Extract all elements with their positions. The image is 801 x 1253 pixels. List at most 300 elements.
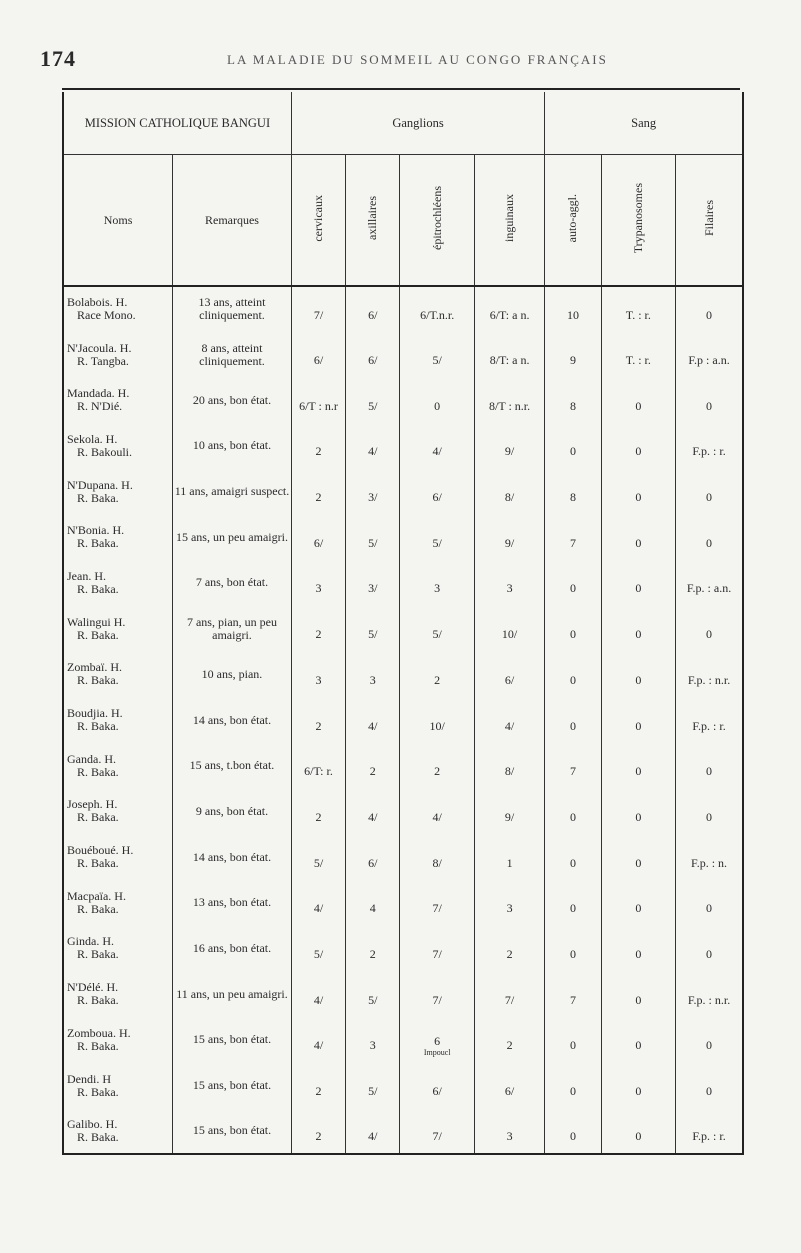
- cell-trypanosomes-value: 0: [635, 581, 642, 596]
- cell-auto-aggl-value: 0: [569, 809, 576, 824]
- col-header-filaires: [676, 155, 742, 287]
- cell-epitrochleens: [400, 423, 474, 469]
- col-header-auto-aggl: [545, 155, 601, 287]
- cell-auto-aggl: [545, 286, 601, 332]
- table-row: [64, 423, 742, 469]
- cell-axillaires: [346, 469, 400, 515]
- cell-trypanosomes-value: 0: [635, 444, 642, 459]
- patient-name: Jean. H.: [67, 568, 106, 583]
- cell-cervicaux-value: 6/T: r.: [304, 764, 333, 779]
- header-sang: Sang: [545, 92, 742, 155]
- cell-inguinaux: [474, 514, 544, 560]
- cell-axillaires: [346, 423, 400, 469]
- col-label-epitrochleens: épitrochléens: [429, 186, 444, 250]
- cell-epitrochleens: [400, 514, 474, 560]
- cell-inguinaux: [474, 1063, 544, 1109]
- cell-inguinaux: [474, 697, 544, 743]
- cell-axillaires: [346, 606, 400, 652]
- patient-race: R. Baka.: [77, 581, 119, 596]
- cell-remarques: 7 ans, bon état.: [173, 560, 292, 606]
- table-row: [64, 1063, 742, 1109]
- cell-name: [64, 332, 173, 378]
- patient-name: Bouéboué. H.: [67, 843, 134, 858]
- cell-trypanosomes-value: T. : r.: [625, 307, 651, 322]
- table-body: [64, 286, 742, 1154]
- cell-filaires-value: 0: [706, 946, 713, 961]
- patient-name: Macpaïa. H.: [67, 888, 126, 903]
- table-row: [64, 332, 742, 378]
- cell-axillaires: [346, 834, 400, 880]
- cell-name: [64, 560, 173, 606]
- cell-trypanosomes: [601, 606, 675, 652]
- patient-race: R. Baka.: [77, 764, 119, 779]
- table-row: [64, 971, 742, 1017]
- patient-race: R. N'Dié.: [77, 399, 123, 414]
- patient-name: N'Délé. H.: [67, 980, 119, 995]
- cell-inguinaux: [474, 1108, 544, 1154]
- cell-filaires: [676, 834, 742, 880]
- cell-epitrochleens-value: 7/: [432, 992, 442, 1007]
- col-header-axillaires: [346, 155, 400, 287]
- cell-auto-aggl: [545, 469, 601, 515]
- cell-remarques: 15 ans, t.bon état.: [173, 743, 292, 789]
- cell-cervicaux-value: 2: [315, 718, 322, 733]
- cell-epitrochleens: [400, 469, 474, 515]
- cell-inguinaux: [474, 606, 544, 652]
- cell-remarques: 20 ans, bon état.: [173, 377, 292, 423]
- cell-filaires-value: 0: [706, 1038, 713, 1053]
- cell-trypanosomes-value: 0: [635, 901, 642, 916]
- cell-cervicaux: [291, 1063, 345, 1109]
- patient-race: R. Baka.: [77, 719, 119, 734]
- cell-trypanosomes: [601, 560, 675, 606]
- cell-epitrochleens-value: 7/: [432, 1129, 442, 1144]
- cell-epitrochleens: [400, 377, 474, 423]
- cell-cervicaux: [291, 697, 345, 743]
- table-row: [64, 377, 742, 423]
- cell-filaires-value: F.p. : r.: [692, 444, 726, 459]
- cell-axillaires: [346, 377, 400, 423]
- cell-cervicaux-value: 6/: [313, 353, 324, 368]
- cell-cervicaux: [291, 332, 345, 378]
- cell-filaires-value: F.p : a.n.: [688, 353, 730, 368]
- cell-remarques: 15 ans, bon état.: [173, 1017, 292, 1063]
- cell-cervicaux-value: 2: [315, 444, 322, 459]
- cell-auto-aggl: [545, 652, 601, 698]
- cell-cervicaux: [291, 377, 345, 423]
- cell-auto-aggl-value: 10: [566, 307, 579, 322]
- cell-cervicaux-value: 5/: [313, 946, 324, 961]
- cell-epitrochleens-value: 4/: [432, 444, 442, 459]
- cell-trypanosomes: [601, 834, 675, 880]
- patient-race: R. Baka.: [77, 810, 119, 825]
- cell-trypanosomes-value: T. : r.: [625, 353, 651, 368]
- cell-name: [64, 971, 173, 1017]
- cell-cervicaux: [291, 1108, 345, 1154]
- cell-filaires-value: 0: [706, 307, 713, 322]
- cell-auto-aggl: [545, 377, 601, 423]
- cell-auto-aggl-value: 7: [569, 992, 576, 1007]
- cell-inguinaux-value: 8/T: a n.: [489, 353, 530, 368]
- cell-auto-aggl-value: 9: [569, 353, 576, 368]
- cell-trypanosomes-value: 0: [635, 946, 642, 961]
- cell-filaires: [676, 606, 742, 652]
- patient-race: R. Baka.: [77, 1038, 119, 1053]
- table-row: [64, 469, 742, 515]
- cell-axillaires-value: 3: [369, 1038, 376, 1053]
- patient-name: Dendi. H: [67, 1071, 111, 1086]
- cell-epitrochleens: [400, 332, 474, 378]
- cell-epitrochleens-value: 4/: [432, 809, 442, 824]
- cell-filaires-value: 0: [706, 535, 713, 550]
- cell-name: [64, 423, 173, 469]
- cell-epitrochleens-value: 2: [434, 764, 441, 779]
- cell-name: [64, 834, 173, 880]
- cell-epitrochleens: [400, 606, 474, 652]
- cell-axillaires-value: 2: [369, 946, 376, 961]
- cell-filaires-value: 0: [706, 764, 713, 779]
- cell-axillaires: [346, 514, 400, 560]
- cell-cervicaux-value: 7/: [313, 307, 324, 322]
- cell-epitrochleens: [400, 697, 474, 743]
- cell-auto-aggl-value: 7: [569, 535, 576, 550]
- cell-remarques: 11 ans, amaigri suspect.: [173, 469, 292, 515]
- patient-name: N'Jacoula. H.: [67, 340, 132, 355]
- patient-name: N'Bonia. H.: [67, 523, 125, 538]
- cell-cervicaux-value: 3: [315, 672, 322, 687]
- cell-inguinaux: [474, 880, 544, 926]
- cell-filaires-value: 0: [706, 809, 713, 824]
- cell-cervicaux: [291, 286, 345, 332]
- patient-name: Ginda. H.: [67, 934, 114, 949]
- patient-race: Race Mono.: [77, 308, 136, 323]
- col-header-epitrochleens: [400, 155, 474, 287]
- cell-axillaires-value: 2: [369, 764, 376, 779]
- cell-epitrochleens-value: 7/: [432, 901, 442, 916]
- cell-trypanosomes: [601, 377, 675, 423]
- cell-epitrochleens: [400, 1017, 474, 1063]
- patient-race: R. Tangba.: [77, 353, 129, 368]
- cell-axillaires-value: 4: [369, 901, 376, 916]
- cell-inguinaux-value: 3: [506, 901, 513, 916]
- cell-auto-aggl: [545, 1017, 601, 1063]
- cell-filaires: [676, 377, 742, 423]
- cell-inguinaux-value: 8/: [504, 764, 515, 779]
- cell-remarques: 15 ans, un peu amaigri.: [173, 514, 292, 560]
- cell-cervicaux: [291, 423, 345, 469]
- cell-name: [64, 926, 173, 972]
- cell-auto-aggl: [545, 697, 601, 743]
- cell-axillaires: [346, 1063, 400, 1109]
- cell-auto-aggl-value: 0: [569, 672, 576, 687]
- cell-auto-aggl: [545, 560, 601, 606]
- cell-epitrochleens-value: 10/: [429, 718, 445, 733]
- table-row: [64, 697, 742, 743]
- table-row: [64, 652, 742, 698]
- cell-filaires-value: 0: [706, 490, 713, 505]
- cell-axillaires: [346, 1108, 400, 1154]
- cell-axillaires-value: 6/: [368, 353, 378, 368]
- cell-remarques: 16 ans, bon état.: [173, 926, 292, 972]
- cell-auto-aggl: [545, 743, 601, 789]
- cell-axillaires-value: 4/: [368, 444, 378, 459]
- header-mission: MISSION CATHOLIQUE BANGUI: [64, 92, 291, 155]
- table-row: [64, 1017, 742, 1063]
- cell-auto-aggl-value: 0: [569, 855, 576, 870]
- cell-inguinaux-value: 2: [506, 1038, 513, 1053]
- cell-trypanosomes-value: 0: [635, 718, 642, 733]
- patient-race: R. Bakouli.: [77, 444, 133, 459]
- cell-trypanosomes: [601, 1108, 675, 1154]
- cell-auto-aggl-value: 7: [569, 764, 576, 779]
- col-label-axillaires: axillaires: [365, 196, 380, 240]
- patient-race: R. Baka.: [77, 536, 119, 551]
- cell-trypanosomes-value: 0: [635, 1038, 642, 1053]
- patient-name: Zomboua. H.: [67, 1025, 131, 1040]
- table-row: [64, 286, 742, 332]
- cell-filaires: [676, 1063, 742, 1109]
- cell-trypanosomes: [601, 743, 675, 789]
- cell-trypanosomes-value: 0: [635, 490, 642, 505]
- cell-filaires-value: F.p. : n.r.: [687, 992, 731, 1007]
- cell-inguinaux-value: 6/: [504, 672, 515, 687]
- cell-cervicaux: [291, 469, 345, 515]
- cell-auto-aggl: [545, 926, 601, 972]
- cell-auto-aggl: [545, 789, 601, 835]
- cell-axillaires: [346, 880, 400, 926]
- cell-axillaires-value: 4/: [368, 1129, 378, 1144]
- cell-axillaires: [346, 332, 400, 378]
- cell-cervicaux-value: 6/: [313, 535, 324, 550]
- cell-axillaires-value: 4/: [368, 809, 378, 824]
- cell-axillaires-value: 3/: [368, 581, 378, 596]
- cell-name: [64, 469, 173, 515]
- cell-inguinaux: [474, 332, 544, 378]
- cell-filaires-value: F.p. : r.: [692, 1129, 726, 1144]
- cell-auto-aggl: [545, 423, 601, 469]
- cell-filaires: [676, 514, 742, 560]
- table-row: [64, 606, 742, 652]
- cell-auto-aggl: [545, 880, 601, 926]
- cell-epitrochleens: [400, 926, 474, 972]
- cell-remarques: 13 ans, atteint cliniquement.: [173, 286, 292, 332]
- cell-axillaires: [346, 743, 400, 789]
- cell-epitrochleens-value: 7/: [432, 946, 442, 961]
- patient-race: R. Baka.: [77, 947, 119, 962]
- patient-race: R. Baka.: [77, 856, 119, 871]
- cell-cervicaux-value: 2: [315, 809, 322, 824]
- table-row: [64, 789, 742, 835]
- cell-auto-aggl: [545, 971, 601, 1017]
- cell-auto-aggl: [545, 514, 601, 560]
- cell-filaires: [676, 1017, 742, 1063]
- cell-remarques: 14 ans, bon état.: [173, 697, 292, 743]
- cell-filaires: [676, 971, 742, 1017]
- cell-trypanosomes-value: 0: [635, 855, 642, 870]
- cell-epitrochleens: [400, 1063, 474, 1109]
- cell-auto-aggl-value: 0: [569, 1084, 576, 1099]
- cell-inguinaux-value: 6/T: a n.: [489, 307, 530, 322]
- cell-epitrochleens-value: 6: [434, 1034, 441, 1049]
- cell-name: [64, 514, 173, 560]
- cell-axillaires-value: 5/: [368, 992, 378, 1007]
- cell-trypanosomes: [601, 514, 675, 560]
- cell-cervicaux-value: 4/: [313, 901, 324, 916]
- cell-filaires-value: 0: [706, 627, 713, 642]
- table-row: [64, 926, 742, 972]
- cell-auto-aggl-value: 0: [569, 1129, 576, 1144]
- cell-cervicaux-value: 5/: [313, 855, 324, 870]
- cell-inguinaux: [474, 971, 544, 1017]
- cell-inguinaux: [474, 926, 544, 972]
- cell-filaires: [676, 697, 742, 743]
- cell-auto-aggl-value: 0: [569, 1038, 576, 1053]
- cell-cervicaux-value: 2: [315, 1129, 322, 1144]
- table-row: [64, 560, 742, 606]
- cell-filaires-value: 0: [706, 1084, 713, 1099]
- cell-epitrochleens: [400, 286, 474, 332]
- header-ganglions: Ganglions: [291, 92, 544, 155]
- cell-axillaires: [346, 971, 400, 1017]
- cell-epitrochleens-value: 6/: [432, 1084, 442, 1099]
- cell-epitrochleens-value: 6/T.n.r.: [420, 307, 455, 322]
- cell-axillaires-value: 6/: [368, 307, 378, 322]
- cell-remarques: 8 ans, atteint cliniquement.: [173, 332, 292, 378]
- cell-filaires: [676, 286, 742, 332]
- col-label-auto-aggl: auto-aggl.: [565, 193, 580, 243]
- cell-cervicaux: [291, 514, 345, 560]
- cell-cervicaux-value: 4/: [313, 992, 324, 1007]
- table-row: [64, 834, 742, 880]
- cell-inguinaux-value: 10/: [501, 627, 518, 642]
- cell-cervicaux: [291, 560, 345, 606]
- patient-name: Boudjia. H.: [67, 706, 123, 721]
- cell-auto-aggl: [545, 834, 601, 880]
- cell-trypanosomes-value: 0: [635, 627, 642, 642]
- cell-trypanosomes: [601, 652, 675, 698]
- cell-epitrochleens: [400, 834, 474, 880]
- cell-cervicaux: [291, 926, 345, 972]
- cell-axillaires: [346, 789, 400, 835]
- cell-cervicaux: [291, 834, 345, 880]
- cell-trypanosomes: [601, 697, 675, 743]
- table-row: [64, 1108, 742, 1154]
- page-number: 174: [40, 46, 76, 71]
- patient-race: R. Baka.: [77, 901, 119, 916]
- cell-epitrochleens: [400, 789, 474, 835]
- cell-remarques: 11 ans, un peu amaigri.: [173, 971, 292, 1017]
- patient-name: N'Dupana. H.: [67, 477, 133, 492]
- cell-name: [64, 789, 173, 835]
- cell-filaires-value: F.p. : r.: [692, 718, 726, 733]
- cell-trypanosomes: [601, 332, 675, 378]
- cell-inguinaux: [474, 469, 544, 515]
- patient-race: R. Baka.: [77, 490, 119, 505]
- cell-inguinaux: [474, 652, 544, 698]
- cell-cervicaux: [291, 789, 345, 835]
- cell-remarques: 15 ans, bon état.: [173, 1108, 292, 1154]
- col-header-noms: Noms: [64, 155, 173, 287]
- cell-cervicaux-value: 2: [315, 490, 322, 505]
- cell-epitrochleens: [400, 1108, 474, 1154]
- cell-inguinaux-value: 7/: [504, 992, 515, 1007]
- col-header-cervicaux: [291, 155, 345, 287]
- cell-note: Impoucl: [423, 1048, 451, 1058]
- cell-cervicaux-value: 2: [315, 627, 322, 642]
- cell-remarques: 10 ans, bon état.: [173, 423, 292, 469]
- cell-inguinaux: [474, 377, 544, 423]
- cell-trypanosomes-value: 0: [635, 992, 642, 1007]
- cell-filaires: [676, 789, 742, 835]
- cell-remarques: 14 ans, bon état.: [173, 834, 292, 880]
- cell-axillaires: [346, 652, 400, 698]
- cell-trypanosomes: [601, 286, 675, 332]
- cell-auto-aggl-value: 0: [569, 444, 576, 459]
- cell-filaires-value: 0: [706, 398, 713, 413]
- cell-inguinaux: [474, 789, 544, 835]
- cell-epitrochleens: [400, 652, 474, 698]
- patient-name: Walingui H.: [67, 614, 126, 629]
- cell-trypanosomes-value: 0: [635, 764, 642, 779]
- cell-inguinaux-value: 9/: [504, 809, 515, 824]
- cell-epitrochleens-value: 2: [434, 672, 441, 687]
- cell-inguinaux-value: 9/: [504, 535, 515, 550]
- cell-cervicaux-value: 4/: [313, 1038, 324, 1053]
- cell-auto-aggl-value: 0: [569, 901, 576, 916]
- cell-trypanosomes-value: 0: [635, 1084, 642, 1099]
- cell-name: [64, 1017, 173, 1063]
- cell-epitrochleens-value: 6/: [432, 490, 442, 505]
- cell-name: [64, 697, 173, 743]
- cell-auto-aggl-value: 8: [569, 490, 576, 505]
- top-rule: [62, 88, 740, 90]
- col-label-trypanosomes: Trypanosomes: [630, 182, 645, 254]
- cell-auto-aggl: [545, 606, 601, 652]
- cell-filaires: [676, 560, 742, 606]
- cell-auto-aggl-value: 8: [569, 398, 576, 413]
- cell-cervicaux-value: 3: [315, 581, 322, 596]
- cell-remarques: 13 ans, bon état.: [173, 880, 292, 926]
- cell-auto-aggl-value: 0: [569, 946, 576, 961]
- cell-inguinaux-value: 3: [506, 1129, 513, 1144]
- cell-inguinaux-value: 6/: [504, 1084, 515, 1099]
- cell-filaires-value: F.p. : n.: [691, 855, 728, 870]
- cell-remarques: 10 ans, pian.: [173, 652, 292, 698]
- cell-filaires: [676, 926, 742, 972]
- patient-name: Zombaï. H.: [67, 660, 122, 675]
- cell-auto-aggl: [545, 332, 601, 378]
- col-label-filaires: Filaires: [701, 200, 716, 236]
- cell-cervicaux: [291, 971, 345, 1017]
- cell-name: [64, 377, 173, 423]
- cell-auto-aggl-value: 0: [569, 627, 576, 642]
- cell-trypanosomes-value: 0: [635, 672, 642, 687]
- patient-race: R. Baka.: [77, 993, 119, 1008]
- cell-axillaires: [346, 926, 400, 972]
- cell-axillaires-value: 3: [369, 672, 376, 687]
- cell-name: [64, 652, 173, 698]
- cell-cervicaux: [291, 606, 345, 652]
- cell-cervicaux: [291, 1017, 345, 1063]
- cell-inguinaux: [474, 423, 544, 469]
- patient-name: Bolabois. H.: [67, 295, 128, 310]
- cell-axillaires: [346, 560, 400, 606]
- patient-name: Joseph. H.: [67, 797, 118, 812]
- patient-name: Galibo. H.: [67, 1116, 118, 1131]
- cell-axillaires-value: 5/: [368, 535, 378, 550]
- col-header-remarques: Remarques: [173, 155, 292, 287]
- col-label-inguinaux: inguinaux: [502, 194, 517, 242]
